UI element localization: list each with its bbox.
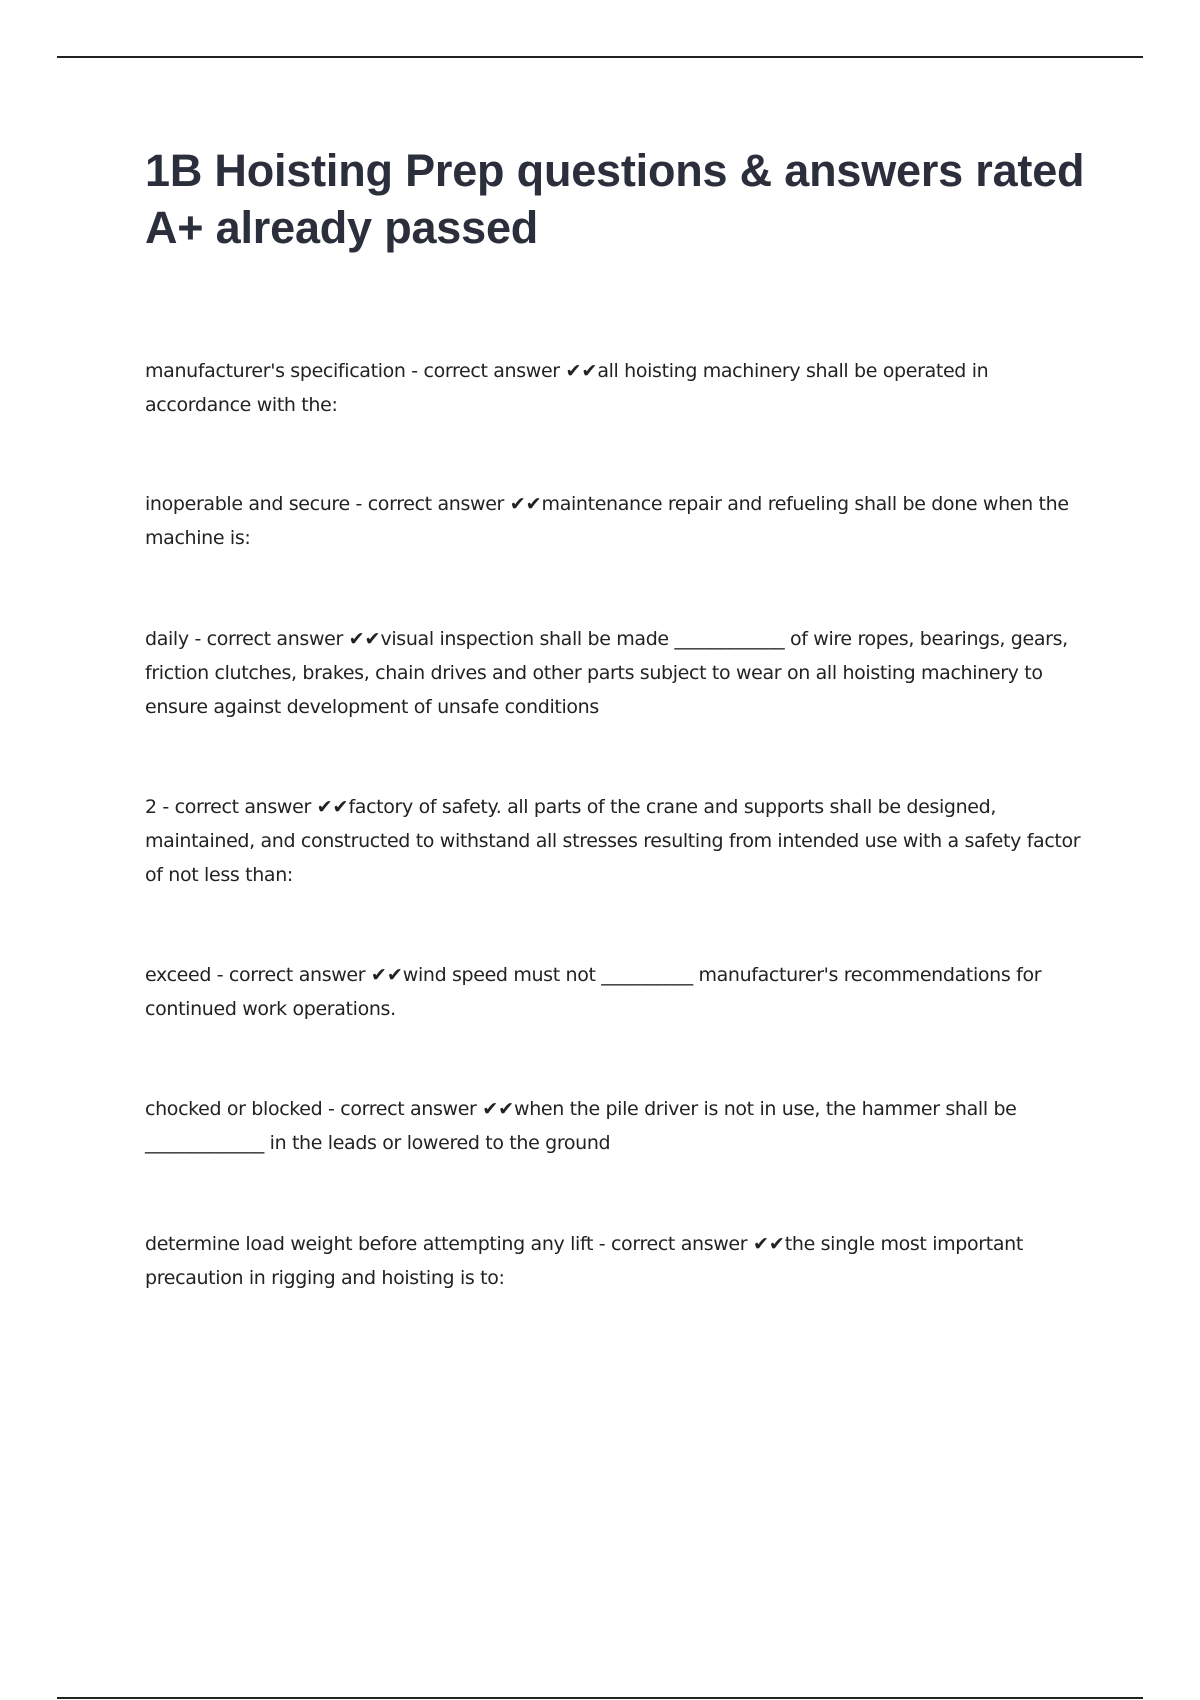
question-text: when the pile driver is not in use, the hammer shall be _____________ in the leads or lowered to the ground (145, 1098, 1017, 1154)
qa-item (145, 622, 1095, 724)
question-text: all hoisting machinery shall be operated in accordance with the: (145, 360, 989, 416)
check-mark: ✔✔ (348, 628, 381, 650)
bottom-rule (57, 1697, 1143, 1699)
question-text: the single most important precaution in rigging and hoisting is to: (145, 1233, 1023, 1289)
check-mark: ✔✔ (316, 796, 349, 818)
question-text: factory of safety. all parts of the crane and supports shall be designed, maintained, and constructed to withstand all stresses resulting from intended use with a safety factor of not less than: (145, 796, 1081, 886)
answer-text: inoperable and secure - correct answer (145, 493, 510, 515)
top-rule (57, 56, 1143, 58)
page-title: 1B Hoisting Prep questions & answers rated A+ already passed (145, 145, 1085, 253)
qa-item (145, 1092, 1095, 1160)
qa-item (145, 354, 1095, 422)
qa-item (145, 487, 1095, 555)
qa-item (145, 790, 1095, 892)
answer-text: 2 - correct answer (145, 796, 317, 818)
check-mark: ✔✔ (565, 360, 598, 382)
answer-text: daily - correct answer (145, 628, 349, 650)
answer-text: manufacturer's specification - correct answer (145, 360, 566, 382)
answer-text: determine load weight before attempting any lift - correct answer (145, 1233, 753, 1255)
question-text: maintenance repair and refueling shall be done when the machine is: (145, 493, 1069, 549)
answer-text: chocked or blocked - correct answer (145, 1098, 483, 1120)
check-mark: ✔✔ (370, 964, 403, 986)
question-text: wind speed must not __________ manufacturer's recommendations for continued work operations. (145, 964, 1042, 1020)
answer-text: exceed - correct answer (145, 964, 371, 986)
qa-item (145, 958, 1095, 1026)
qa-item (145, 1227, 1095, 1295)
check-mark: ✔✔ (752, 1233, 785, 1255)
question-text: visual inspection shall be made ____________ of wire ropes, bearings, gears, friction clutches, brakes, chain drives and other parts subject to wear on all hoisting machinery to ensure against development of unsafe conditions (145, 628, 1068, 718)
check-mark: ✔✔ (482, 1098, 515, 1120)
check-mark: ✔✔ (509, 493, 542, 515)
